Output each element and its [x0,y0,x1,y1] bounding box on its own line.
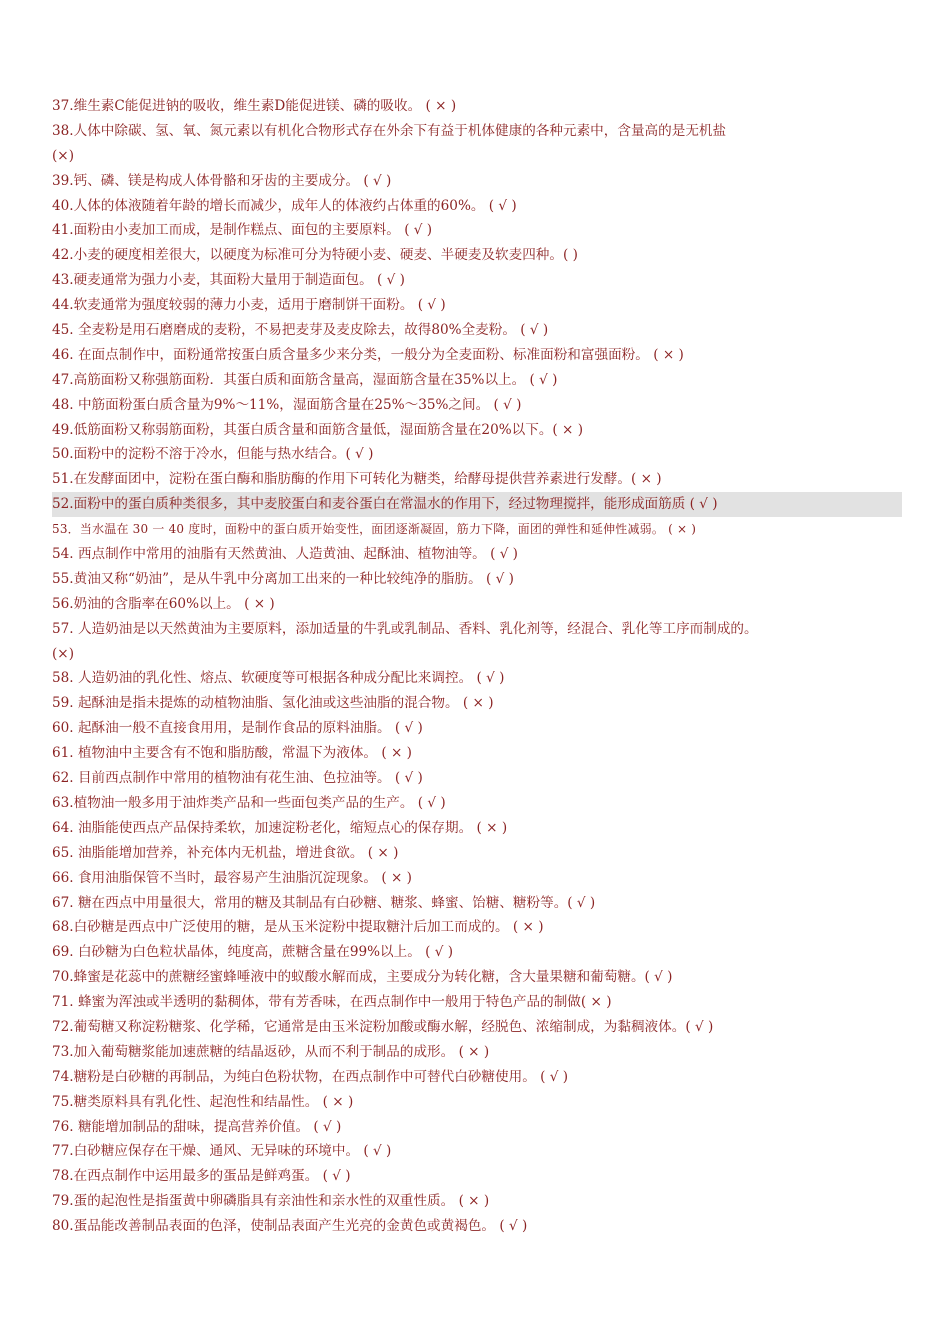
question-text: 37.维生素C能促进钠的吸收，维生素D能促进镁、磷的吸收。 ( × ) [52,98,457,114]
question-item-50 [52,442,902,467]
question-item-64 [52,816,902,841]
question-item-58 [52,666,902,691]
question-item-44 [52,293,902,318]
question-item-60 [52,716,902,741]
question-text: 80.蛋品能改善制品表面的色泽，使制品表面产生光亮的金黄色或黄褐色。 ( √ ) [52,1218,528,1235]
question-item-53 [52,517,902,542]
question-text: 43.硬麦通常为强力小麦，其面粉大量用于制造面包。 ( √ ) [52,272,405,289]
question-text: 39.钙、磷、镁是构成人体骨骼和牙齿的主要成分。 ( √ ) [52,172,392,189]
question-item-78 [52,1164,902,1189]
question-item-77 [52,1139,902,1164]
question-text: 62. 目前西点制作中常用的植物油有花生油、色拉油等。 ( √ ) [52,770,423,787]
question-item-73 [52,1040,902,1065]
question-item-71 [52,990,902,1015]
question-list [52,94,902,1239]
question-text: 76. 糖能增加制品的甜味，提高营养价值。 ( √ ) [52,1118,342,1135]
question-text: 47.高筋面粉又称强筋面粉．其蛋白质和面筋含量高，湿面筋含量在35%以上。 ( √ ) [52,371,558,388]
question-item-69 [52,940,902,965]
question-item-56 [52,592,902,617]
question-text: 68.白砂糖是西点中广泛使用的糖，是从玉米淀粉中提取糖汁后加工而成的。 ( × ) [52,919,544,936]
question-item-51 [52,467,902,492]
question-item-79 [52,1189,902,1214]
question-item-76 [52,1115,902,1140]
question-text: 61. 植物油中主要含有不饱和脂肪酸，常温下为液体。 ( × ) [52,745,412,762]
question-text: 44.软麦通常为强度较弱的薄力小麦，适用于磨制饼干面粉。 ( √ ) [52,297,446,314]
question-text: 52.面粉中的蛋白质种类很多，其中麦胶蛋白和麦谷蛋白在常温水的作用下，经过物理搅拌，能形成面筋质 ( √ ) [52,496,718,513]
question-item-55 [52,567,902,592]
question-item-66 [52,866,902,891]
question-item-40 [52,194,902,219]
question-text: 53．当水温在 30 一 40 度时，面粉中的蛋白质开始变性，面团逐渐凝固，筋力下降，面团的弹性和延伸性减弱。 ( × ) [52,522,697,537]
question-text: 40.人体的体液随着年龄的增长而减少，成年人的体液约占体重的60%。 ( √ ) [52,197,517,214]
question-text: 71. 蜂蜜为浑浊或半透明的黏稠体，带有芳香味，在西点制作中一般用于特色产品的制做( × ) [52,994,612,1011]
question-item-47 [52,368,902,393]
question-text: 75.糖类原料具有乳化性、起泡性和结晶性。 ( × ) [52,1093,354,1110]
question-text: 66. 食用油脂保管不当时，最容易产生油脂沉淀现象。 ( × ) [52,869,412,886]
question-item-37 [52,94,902,119]
question-text: 73.加入葡萄糖浆能加速蔗糖的结晶返砂，从而不利于制品的成形。 ( × ) [52,1043,490,1060]
question-item-41 [52,218,902,243]
question-text: 79.蛋的起泡性是指蛋黄中卵磷脂具有亲油性和亲水性的双重性质。 ( × ) [52,1193,490,1210]
question-item-74 [52,1065,902,1090]
question-text: 51.在发酵面团中，淀粉在蛋白酶和脂肪酶的作用下可转化为糖类，给酵母提供营养素进行发酵。( × ) [52,471,662,488]
question-item-61 [52,741,902,766]
question-item-57 [52,617,902,667]
question-answer: (×) [52,645,74,662]
question-text: 38.人体中除碳、氢、氧、氮元素以有机化合物形式存在外余下有益于机体健康的各种元素中，含量高的是无机盐 [52,122,727,139]
question-text: 50.面粉中的淀粉不溶于冷水，但能与热水结合。( √ ) [52,446,374,463]
question-text: 72.葡萄糖又称淀粉糖浆、化学稀，它通常是由玉米淀粉加酸或酶水解，经脱色、浓缩制成，为黏稠液体。( √ ) [52,1018,714,1035]
question-text: 45. 全麦粉是用石磨磨成的麦粉，不易把麦芽及麦皮除去，故得80%全麦粉。 ( √ ) [52,322,549,339]
question-text: 54. 西点制作中常用的油脂有天然黄油、人造黄油、起酥油、植物油等。 ( √ ) [52,546,518,563]
question-text: 41.面粉由小麦加工而成，是制作糕点、面包的主要原料。 ( √ ) [52,222,433,239]
question-item-62 [52,766,902,791]
question-item-67 [52,891,902,916]
question-text: 56.奶油的含脂率在60%以上。 ( × ) [52,595,275,612]
question-item-80 [52,1214,902,1239]
question-text: 57. 人造奶油是以天然黄油为主要原料，添加适量的牛乳或乳制品、香料、乳化剂等，经混合、乳化等工序而制成的。 [52,620,758,637]
question-text: 49.低筋面粉又称弱筋面粉，其蛋白质含量和面筋含量低，湿面筋含量在20%以下。( × ) [52,421,584,438]
question-item-43 [52,268,902,293]
question-text: 58. 人造奶油的乳化性、熔点、软硬度等可根据各种成分配比来调控。 ( √ ) [52,670,505,687]
question-text: 74.糖粉是白砂糖的再制品，为纯白色粉状物，在西点制作中可替代白砂糖使用。 ( √ ) [52,1068,569,1085]
question-item-49 [52,418,902,443]
question-answer: (×) [52,147,74,164]
question-item-63 [52,791,902,816]
question-item-68 [52,915,902,940]
question-text: 42.小麦的硬度相差很大，以硬度为标准可分为特硬小麦、硬麦、半硬麦及软麦四种。( ) [52,247,578,264]
question-item-75 [52,1090,902,1115]
question-text: 59. 起酥油是指未提炼的动植物油脂、氢化油或这些油脂的混合物。 ( × ) [52,695,494,712]
question-text: 55.黄油又称“奶油”，是从牛乳中分离加工出来的一种比较纯净的脂肪。 ( √ ) [52,570,514,587]
question-text: 46. 在面点制作中，面粉通常按蛋白质含量多少来分类，一般分为全麦面粉、标准面粉和富强面粉。 ( × ) [52,346,684,363]
question-text: 77.白砂糖应保存在干燥、通风、无异味的环境中。 ( √ ) [52,1143,392,1160]
question-text: 63.植物油一般多用于油炸类产品和一些面包类产品的生产。 ( √ ) [52,794,446,811]
question-text: 64. 油脂能使西点产品保持柔软，加速淀粉老化，缩短点心的保存期。 ( × ) [52,819,508,836]
question-item-70 [52,965,902,990]
question-item-45 [52,318,902,343]
question-text: 70.蜂蜜是花蕊中的蔗糖经蜜蜂唾液中的蚁酸水解而成，主要成分为转化糖，含大量果糖和葡萄糖。( √ ) [52,969,673,986]
question-text: 48. 中筋面粉蛋白质含量为9%～11%，湿面筋含量在25%～35%之间。 ( √ ) [52,396,522,413]
question-item-46 [52,343,902,368]
question-item-65 [52,841,902,866]
question-item-59 [52,691,902,716]
question-item-72 [52,1015,902,1040]
question-text: 67. 糖在西点中用量很大，常用的糖及其制品有白砂糖、糖浆、蜂蜜、饴糖、糖粉等。( √ ) [52,894,596,911]
question-text: 78.在西点制作中运用最多的蛋品是鲜鸡蛋。 ( √ ) [52,1168,351,1185]
question-text: 69. 白砂糖为白色粒状晶体，纯度高，蔗糖含量在99%以上。 ( √ ) [52,944,454,961]
question-text: 65. 油脂能增加营养，补充体内无机盐，增进食欲。 ( × ) [52,844,399,861]
question-item-38 [52,119,902,169]
question-text: 60. 起酥油一般不直接食用用，是制作食品的原料油脂。 ( √ ) [52,720,423,737]
question-item-42 [52,243,902,268]
question-item-52-highlighted [52,492,902,517]
question-item-48 [52,393,902,418]
question-item-39 [52,169,902,194]
question-item-54 [52,542,902,567]
